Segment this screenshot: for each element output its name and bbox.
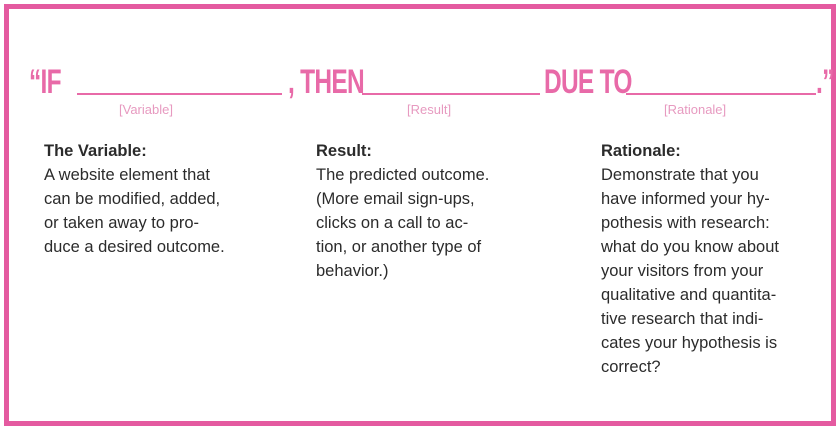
column-result (316, 139, 556, 283)
variable-blank (77, 63, 282, 95)
column-result-heading: Result: (316, 142, 372, 160)
result-blank (362, 63, 540, 95)
hypothesis-formula (29, 59, 834, 99)
hypothesis-card (4, 4, 836, 426)
hint-result: [Result] (407, 102, 452, 117)
column-variable (44, 139, 284, 259)
column-result-body: The predicted outcome. (More email sign-ups, clicks on a call to ac- tion, or another type of behavior.) (316, 166, 490, 280)
column-rationale-heading: Rationale: (601, 142, 681, 160)
formula-close-quote: .” (816, 63, 834, 101)
formula-if: “IF (29, 63, 61, 101)
formula-then: , THEN (288, 63, 364, 101)
formula-due-to: DUE TO (544, 63, 632, 101)
hint-rationale: [Rationale] (664, 102, 727, 117)
column-rationale (601, 139, 826, 379)
column-variable-body: A website element that can be modified, added, or taken away to pro- duce a desired outcome. (44, 166, 225, 256)
hint-variable: [Variable] (119, 102, 173, 117)
column-rationale-body: Demonstrate that you have informed your hy- pothesis with research: what do you know about your visitors from your qualitative and quantita- tive research that indi- cates your hypothesis is correct? (601, 166, 779, 376)
column-variable-heading: The Variable: (44, 142, 147, 160)
rationale-blank (626, 63, 816, 95)
